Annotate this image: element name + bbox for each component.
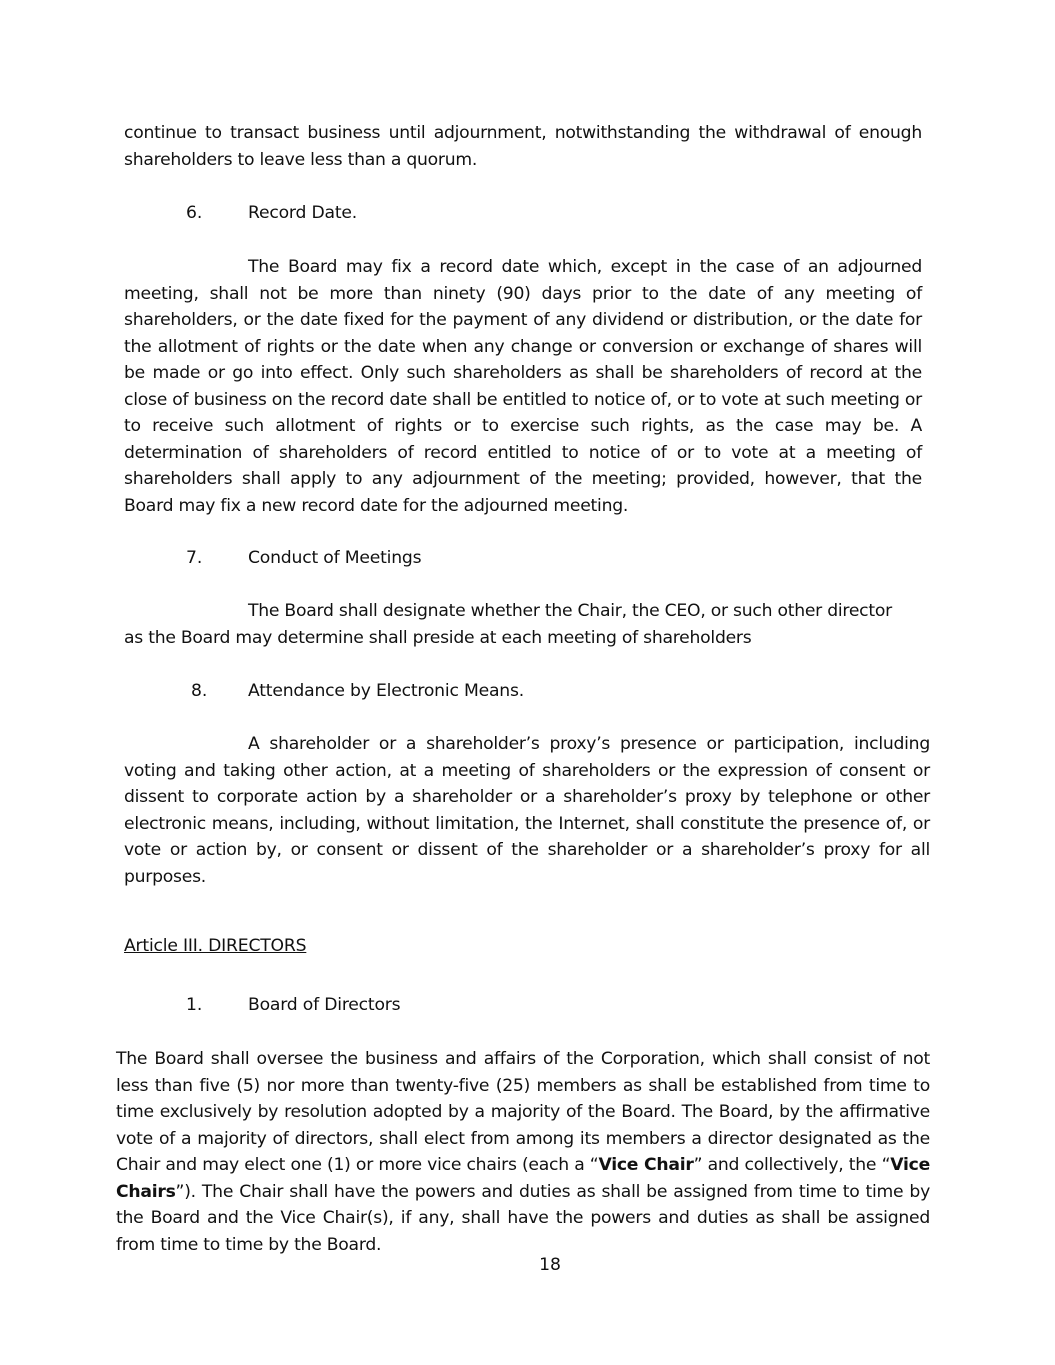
- section-6-title: Record Date.: [248, 203, 357, 223]
- article-section-1-body: [116, 1046, 930, 1258]
- article-heading: Article III. DIRECTORS: [124, 936, 307, 956]
- section-6-body: The Board may fix a record date which, except in the case of an adjourned meeting, shall not be more than ninety (90) days prior to the date of any meeting of shareholders, or the date fixed for the payment of any dividend or distribution, or the date for the allotment of rights or the date when any change or conversion or exchange of shares will be made or go into effect. Only such shareholders as shall be shareholders of record at the close of business on the record date shall be entitled to notice of, or to vote at such meeting or to receive such allotment of rights or to exercise such rights, as the case may be. A determination of shareholders of record entitled to notice of or to vote at a meeting of shareholders shall apply to any adjournment of the meeting; provided, however, that the Board may fix a new record date for the adjourned meeting.: [124, 257, 922, 516]
- body-text-part-2: ” and collectively, the “: [693, 1155, 891, 1175]
- article-section-1-title: Board of Directors: [248, 995, 401, 1015]
- section-8-title: Attendance by Electronic Means.: [248, 681, 525, 701]
- body-text-part-3: ”). The Chair shall have the powers and duties as shall be assigned from time to time by the Board and the Vice Chair(s), if any, shall have the powers and duties as shall be assigned from time to time by the Board.: [116, 1181, 930, 1255]
- article-section-1-number: 1.: [186, 995, 203, 1015]
- section-7-number: 7.: [186, 548, 203, 568]
- section-7-body: The Board shall designate whether the Chair, the CEO, or such other director as the Board may determine shall preside at each meeting of shareholders: [124, 601, 892, 648]
- term-vice-chairs: Vice Chairs: [116, 1155, 930, 1202]
- section-6-number: 6.: [186, 203, 203, 223]
- body-text-part-1: The Board shall oversee the business and affairs of the Corporation, which shall consist of not less than five (5) nor more than twenty-five (25) members as shall be established from time to time exclusively by resolution adopted by a majority of the Board. The Board, by the affirmative vote of a majority of directors, shall elect from among its members a director designated as the Chair and may elect one (1) or more vice chairs (each a “: [116, 1049, 930, 1175]
- section-7-title: Conduct of Meetings: [248, 548, 422, 568]
- term-vice-chair: Vice Chair: [598, 1155, 694, 1175]
- intro-paragraph: continue to transact business until adjournment, notwithstanding the withdrawal of enough shareholders to leave less than a quorum.: [124, 123, 922, 170]
- section-8-number: 8.: [191, 681, 208, 701]
- section-8-body: A shareholder or a shareholder’s proxy’s presence or participation, including voting and taking other action, at a meeting of shareholders or the expression of consent or dissent to corporate action by a shareholder or a shareholder’s proxy by telephone or other electronic means, including, without limitation, the Internet, shall constitute the presence of, or vote or action by, or consent or dissent of the shareholder or a shareholder’s proxy for all purposes.: [124, 734, 930, 887]
- page-number: 18: [539, 1255, 561, 1275]
